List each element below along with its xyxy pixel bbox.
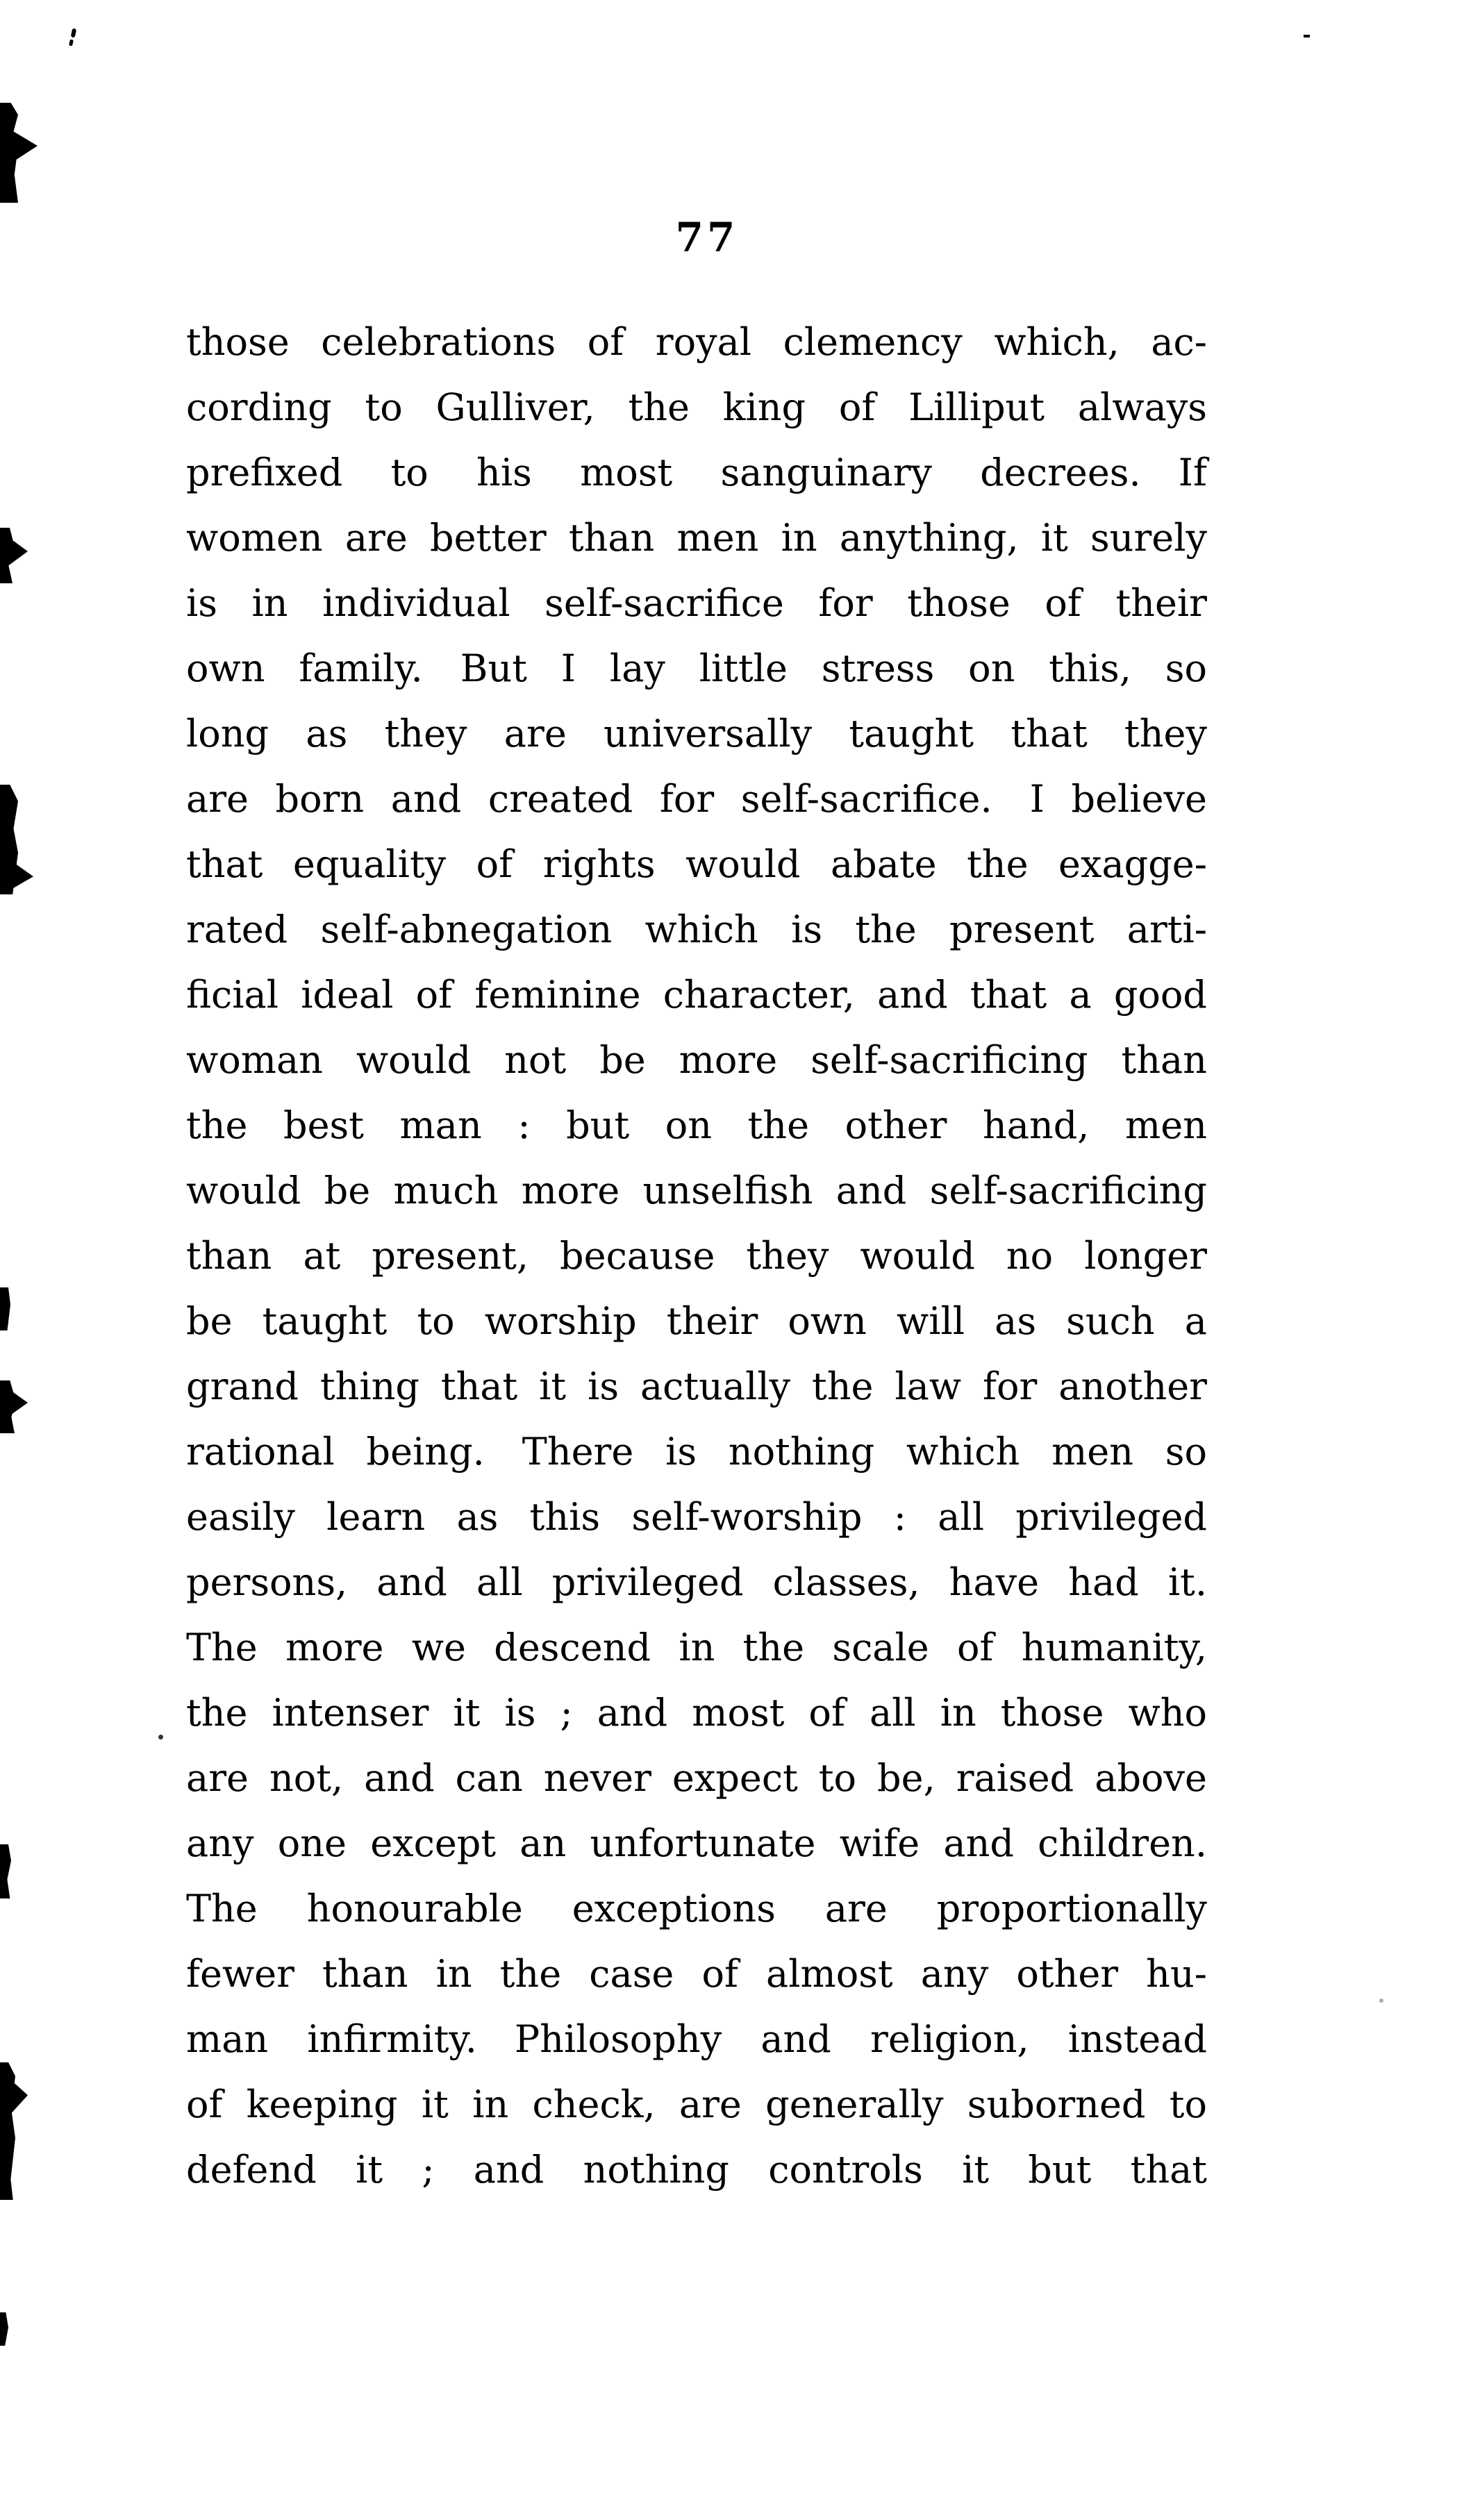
ink-blob	[7, 536, 28, 567]
page-number: 77	[675, 214, 739, 261]
text-line: is in individual self-sacrifice for those of their	[186, 581, 1207, 625]
text-line: woman would not be more self-sacrificing than	[186, 1038, 1207, 1082]
text-line: rated self-abnegation which is the present arti-	[186, 908, 1207, 951]
ink-blob	[8, 1389, 28, 1417]
ink-blob	[10, 860, 33, 890]
ink-blob	[0, 2312, 8, 2346]
text-line: long as they are universally taught that they	[186, 712, 1207, 756]
text-line: are not, and can never expect to be, raised above	[186, 1756, 1207, 1800]
text-line: those celebrations of royal clemency which, ac-	[186, 320, 1207, 364]
text-line: of keeping it in check, are generally suborned to	[186, 2083, 1207, 2126]
ink-blob	[8, 2078, 28, 2117]
body-text	[186, 310, 1207, 2203]
text-line: be taught to worship their own will as such a	[186, 1299, 1207, 1343]
text-line: any one except an unfortunate wife and children.	[186, 1821, 1207, 1865]
ink-speck	[71, 28, 77, 38]
text-line: the best man : but on the other hand, men	[186, 1103, 1207, 1147]
text-line: than at present, because they would no longer	[186, 1234, 1207, 1278]
text-line: cording to Gulliver, the king of Lilliput always	[186, 385, 1207, 429]
text-line: The honourable exceptions are proportionally	[186, 1887, 1207, 1930]
ink-speck	[69, 40, 74, 47]
text-line: are born and created for self-sacrifice. I believe	[186, 777, 1207, 821]
text-line: the intenser it is ; and most of all in those who	[186, 1691, 1207, 1735]
text-line: that equality of rights would abate the exagge-	[186, 842, 1207, 886]
ink-speck	[1379, 1999, 1383, 2003]
ink-speck	[158, 1735, 163, 1739]
text-line: ficial ideal of feminine character, and that a good	[186, 973, 1207, 1017]
text-line: prefixed to his most sanguinary decrees. If	[186, 451, 1207, 494]
text-line: defend it ; and nothing controls it but that	[186, 2148, 1207, 2192]
text-line: The more we descend in the scale of humanity,	[186, 1626, 1207, 1669]
text-line: grand thing that it is actually the law for another	[186, 1365, 1207, 1408]
text-line: easily learn as this self-worship : all privileged	[186, 1495, 1207, 1539]
text-line: women are better than men in anything, it surely	[186, 516, 1207, 560]
ink-blob	[10, 129, 38, 164]
text-line: man infirmity. Philosophy and religion, instead	[186, 2017, 1207, 2061]
text-line: fewer than in the case of almost any other hu-	[186, 1952, 1207, 1996]
text-line: persons, and all privileged classes, have had it.	[186, 1560, 1207, 1604]
text-line: rational being. There is nothing which men so	[186, 1430, 1207, 1474]
text-line: own family. But I lay little stress on this, so	[186, 646, 1207, 690]
ink-blob	[0, 1844, 11, 1899]
ink-blob	[0, 1287, 10, 1330]
text-line: would be much more unselfish and self-sacrificing	[186, 1169, 1207, 1212]
ink-speck	[1304, 35, 1310, 37]
